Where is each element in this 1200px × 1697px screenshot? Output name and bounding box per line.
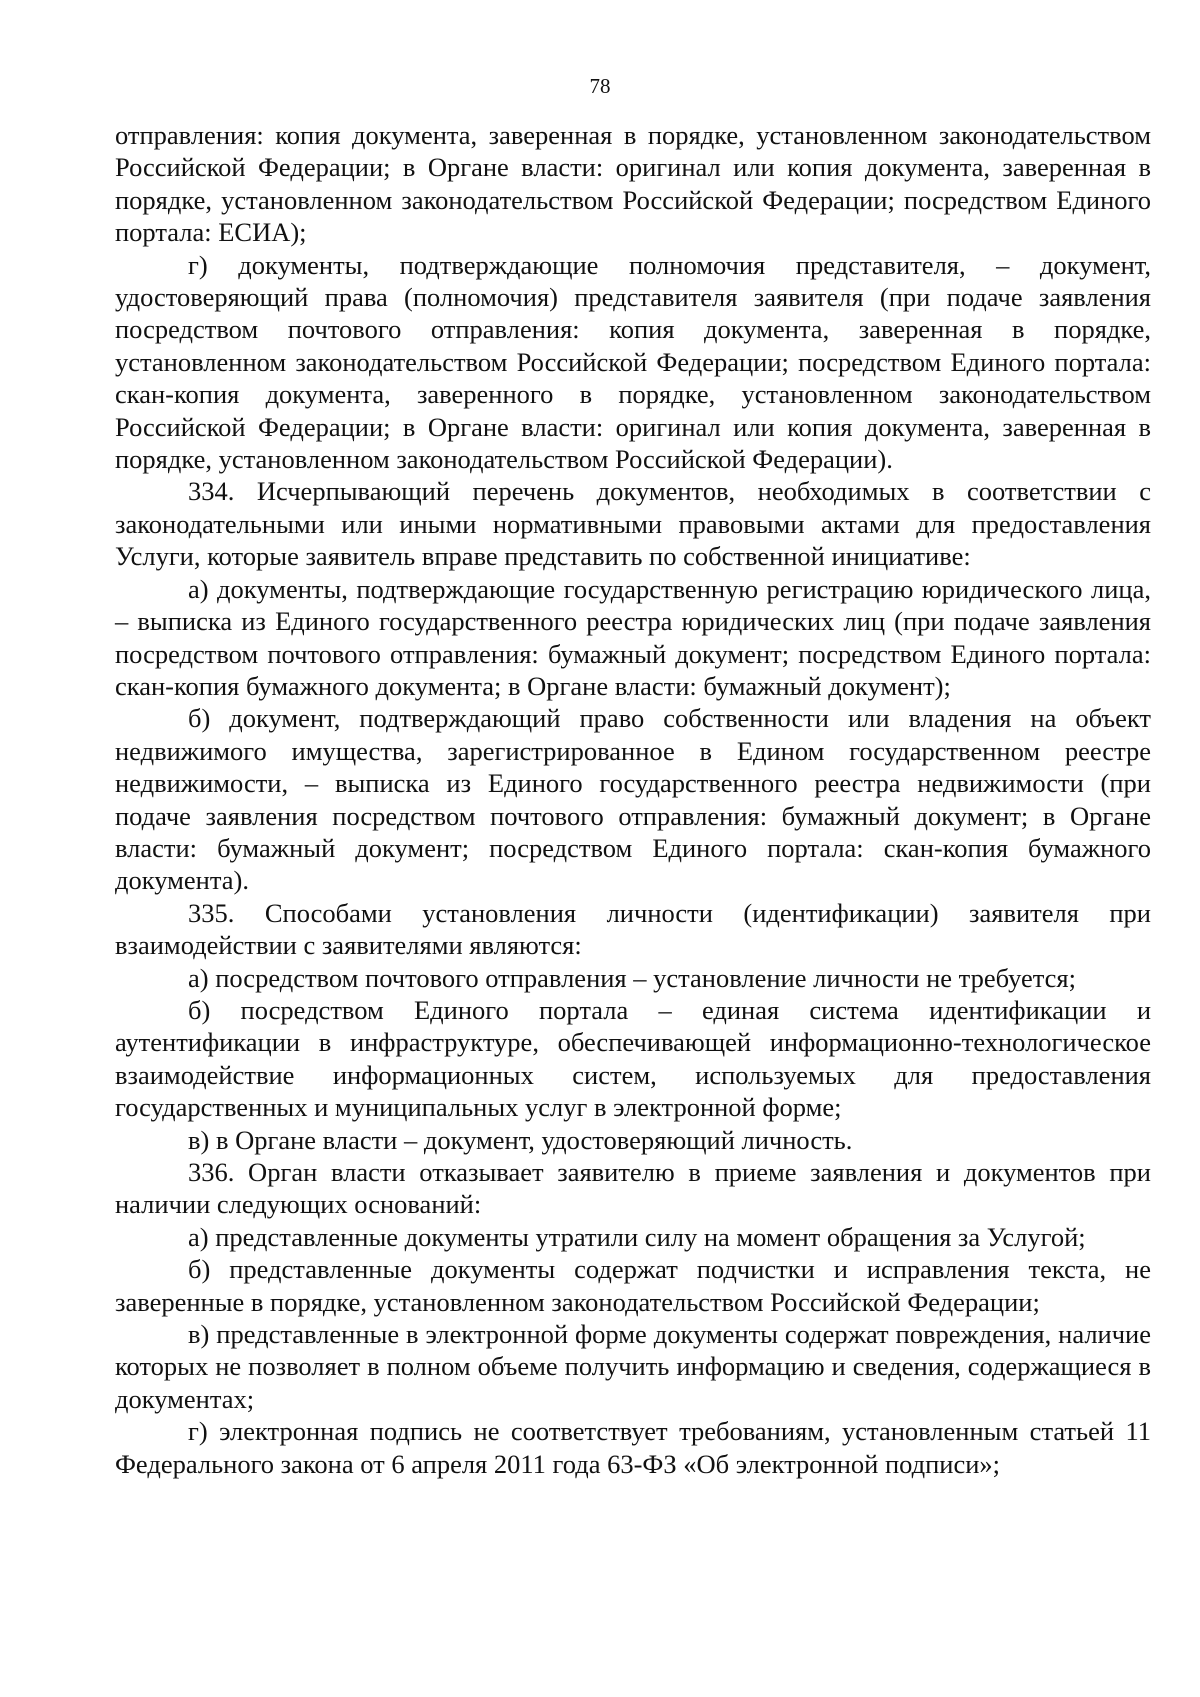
paragraph-334-item-b: б) документ, подтверждающий право собственности или владения на объект недвижимого имущества, зарегистрированное в Едином государственном реестре недвижимости, – выписка из Единого государственного реестра недвижимости (при подаче заявления посредством почтового отправления: бумажный документ; в Органе власти: бумажный документ; посредством Единого портала: скан-копия бумажного документа).	[115, 703, 1151, 896]
paragraph-336-item-v: в) представленные в электронной форме документы содержат повреждения, наличие которых не позволяет в полном объеме получить информацию и сведения, содержащиеся в документах;	[115, 1319, 1151, 1414]
paragraph-334-item-a: а) документы, подтверждающие государственную регистрацию юридического лица, – выписка из Единого государственного реестра юридических лиц (при подаче заявления посредством почтового отправления: бумажный документ; посредством Единого портала: скан-копия бумажного документа; в Органе власти: бумажный документ);	[115, 573, 1151, 701]
paragraph-335: 335. Способами установления личности (идентификации) заявителя при взаимодействии с заявителями являются:	[115, 897, 1151, 961]
paragraph-334: 334. Исчерпывающий перечень документов, необходимых в соответствии с законодательными или иными нормативными правовыми актами для предоставления Услуги, которые заявитель вправе представить по собственной инициативе:	[115, 476, 1151, 572]
paragraph-336-item-b: б) представленные документы содержат подчистки и исправления текста, не заверенные в порядке, установленном законодательством Российской Федерации;	[115, 1254, 1151, 1317]
paragraph-continuation: отправления: копия документа, заверенная в порядке, установленном законодательством Российской Федерации; в Органе власти: оригинал или копия документа, заверенная в порядке, установленном законодательством Российской Федерации; посредством Единого портала: ЕСИА);	[115, 120, 1151, 248]
paragraph-336-item-g: г) электронная подпись не соответствует требованиям, установленным статьей 11 Федерального закона от 6 апреля 2011 года 63-ФЗ «Об электронной подписи»;	[115, 1416, 1151, 1479]
paragraph-336-item-a: а) представленные документы утратили силу на момент обращения за Услугой;	[188, 1221, 1086, 1252]
paragraph-item-g-representative-documents: г) документы, подтверждающие полномочия представителя, – документ, удостоверяющий права (полномочия) представителя заявителя (при подаче заявления посредством почтового отправления: копия документа, заверенная в порядке, установленном законодательством Российской Федерации; посредством Единого портала: скан-копия документа, заверенного в порядке, установленном законодательством Российской Федерации; в Органе власти: оригинал или копия документа, заверенная в порядке, установленном законодательством Российской Федерации).	[115, 249, 1151, 475]
paragraph-335-item-v: в) в Органе власти – документ, удостоверяющий личность.	[188, 1124, 853, 1155]
document-body	[115, 119, 1151, 1480]
paragraph-335-item-b: б) посредством Единого портала – единая система идентификации и аутентификации в инфраструктуре, обеспечивающей информационно-технологическое взаимодействие информационных систем, используемых для предоставления государственных и муниципальных услуг в электронной форме;	[115, 994, 1151, 1123]
paragraph-335-item-a: а) посредством почтового отправления – установление личности не требуется;	[188, 962, 1076, 993]
page-number: 78	[589, 74, 611, 98]
paragraph-336: 336. Орган власти отказывает заявителю в приеме заявления и документов при наличии следующих оснований:	[115, 1157, 1151, 1220]
